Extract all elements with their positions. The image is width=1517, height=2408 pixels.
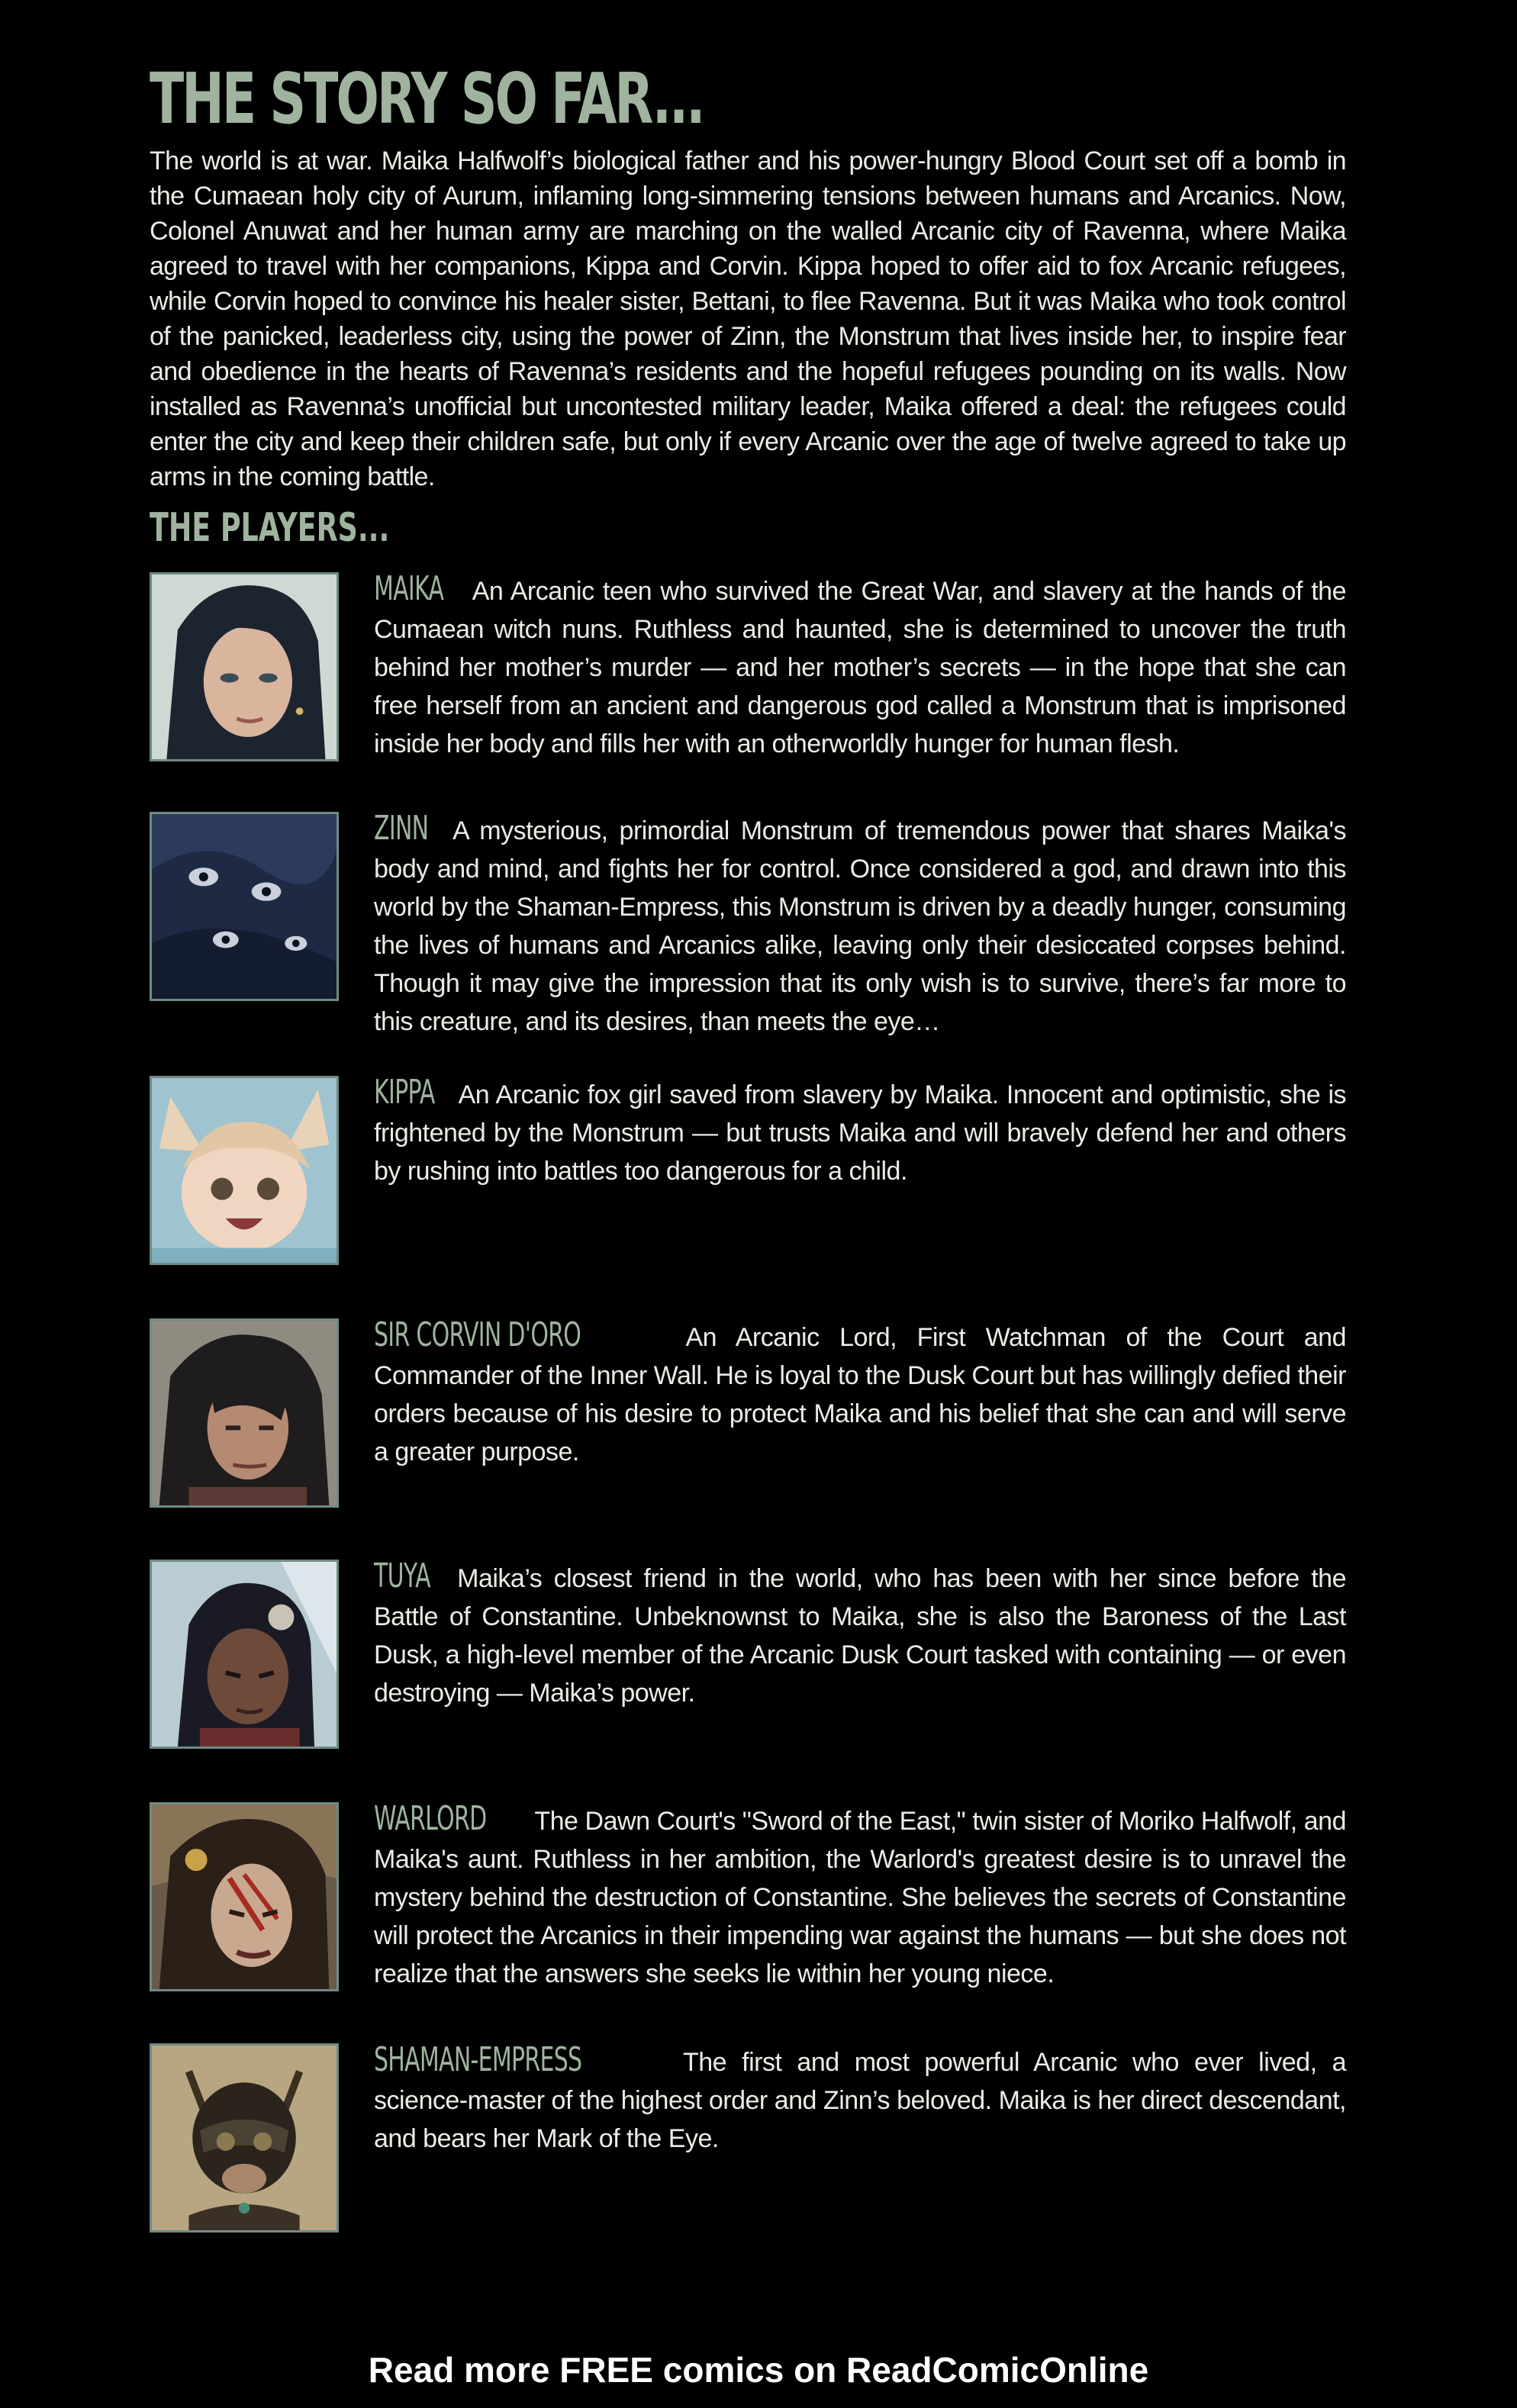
- player-name: WARLORD: [374, 1799, 487, 1838]
- zinn-portrait: [150, 812, 339, 1001]
- player-bio: The Dawn Court's "Sword of the East," twin sister of Moriko Halfwolf, and Maika's aunt. Ruthless in her ambition, the Warlord's greatest desire is to unravel the mystery behind the destruction of Constantine. She believes the secrets of Constantine will protect the Arcanics in their impending war against the humans — but she does not realize that the answers she seeks lie within her young niece.: [374, 1807, 1346, 1988]
- player-bio: An Arcanic fox girl saved from slavery by Maika. Innocent and optimistic, she is frightened by the Monstrum — but trusts Maika and will bravely defend her and others by rushing into battles too dangerous for a child.: [374, 1080, 1346, 1186]
- player-bio: Maika’s closest friend in the world, who has been with her since before the Battle of Constantine. Unbeknownst to Maika, she is also the Baroness of the Last Dusk, a high-level member of the Arcanic Dusk Court tasked with containing — or even destroying — Maika’s power.: [374, 1564, 1346, 1708]
- story-summary: The world is at war. Maika Halfwolf’s biological father and his power-hungry Blood Court set off a bomb in the Cumaean holy city of Aurum, inflaming long-simmering tensions between humans and Arcanics. Now, Colonel Anuwat and her human army are marching on the walled Arcanic city of Ravenna, where Maika agreed to travel with her companions, Kippa and Corvin. Kippa hoped to offer aid to fox Arcanic refugees, while Corvin hoped to convince his healer sister, Bettani, to flee Ravenna. But it was Maika who took control of the panicked, leaderless city, using the power of Zinn, the Monstrum that lives inside her, to inspire fear and obedience in the hearts of Ravenna’s residents and the hopeful refugees pounding on its walls. Now installed as Ravenna’s unofficial but uncontested military leader, Maika offered a deal: the refugees could enter the city and keep their children safe, but only if every Arcanic over the age of twelve agreed to take up arms in the coming battle.: [150, 146, 1346, 491]
- player-name: MAIKA: [374, 569, 444, 608]
- player-name: TUYA: [374, 1557, 430, 1595]
- shaman-empress-portrait: [150, 2043, 339, 2233]
- promo-footer-text: Read more FREE comics on ReadComicOnline: [368, 2350, 1149, 2390]
- player-bio: A mysterious, primordial Monstrum of tremendous power that shares Maika's body and mind, and fights her for control. Once considered a god, and drawn into this world by the Shaman-Empress, this Monstrum is driven by a deadly hunger, consuming the lives of humans and Arcanics alike, leaving only their desiccated corpses behind. Though it may give the impression that its only wish is to survive, there’s far more to this creature, and its desires, than meets the eye…: [374, 816, 1346, 1036]
- players-heading: THE PLAYERS...: [150, 505, 390, 551]
- kippa-portrait: [150, 1076, 339, 1265]
- player-name: SHAMAN-EMPRESS: [374, 2040, 582, 2079]
- maika-portrait: [150, 572, 339, 761]
- player-bio: The first and most powerful Arcanic who ever lived, a science-master of the highest order and Zinn’s beloved. Maika is her direct descendant, and bears her Mark of the Eye.: [374, 2048, 1346, 2153]
- warlord-portrait: [150, 1802, 339, 1991]
- page-title: THE STORY SO FAR...: [150, 58, 704, 140]
- tuya-portrait: [150, 1560, 339, 1749]
- player-name: KIPPA: [374, 1073, 435, 1112]
- player-name: SIR CORVIN D'ORO: [374, 1315, 581, 1354]
- player-bio: An Arcanic Lord, First Watchman of the Court and Commander of the Inner Wall. He is loyal to the Dusk Court but has willingly defied their orders because of his desire to protect Maika and his belief that she can and will serve a greater purpose.: [374, 1323, 1346, 1466]
- player-bio: An Arcanic teen who survived the Great War, and slavery at the hands of the Cumaean witch nuns. Ruthless and haunted, she is determined to uncover the truth behind her mother’s murder — and her mother’s secrets — in the hope that she can free herself from an ancient and dangerous god called a Monstrum that is imprisoned inside her body and fills her with an otherworldly hunger for human flesh.: [374, 577, 1346, 758]
- player-name: ZINN: [374, 809, 429, 848]
- corvin-portrait: [150, 1318, 339, 1508]
